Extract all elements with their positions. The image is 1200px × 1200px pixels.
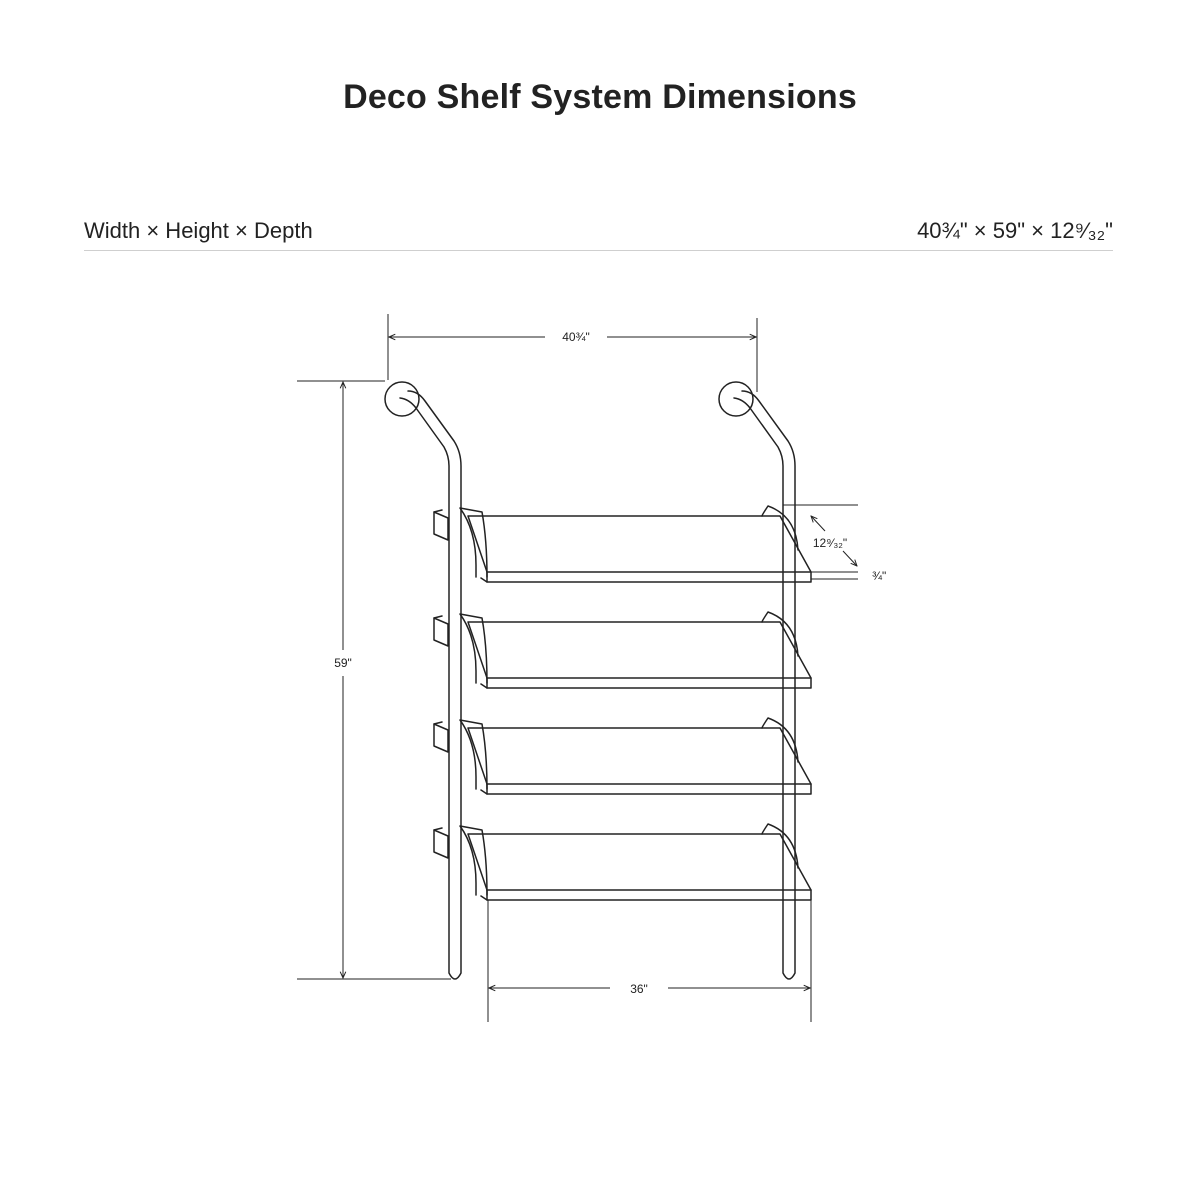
shelf-1 (434, 506, 811, 582)
shelf-3 (434, 718, 811, 794)
spec-label: Width × Height × Depth (84, 218, 313, 243)
spec-value: 40¾" × 59" × 12⁹⁄₃₂" (917, 218, 1113, 243)
shelf-2 (434, 612, 811, 688)
shelf-width-label: 36" (630, 982, 648, 996)
left-upright (385, 382, 461, 979)
overall-width-label: 40¾" (562, 330, 590, 344)
overall-height-label: 59" (334, 656, 352, 670)
shelf-4 (434, 824, 811, 900)
right-pipe (734, 391, 795, 979)
left-pipe (400, 391, 461, 979)
shelf-thickness-label: ¾" (872, 569, 887, 583)
page-title: Deco Shelf System Dimensions (343, 78, 857, 116)
shelf-depth-label: 12⁹⁄₃₂" (812, 536, 848, 550)
